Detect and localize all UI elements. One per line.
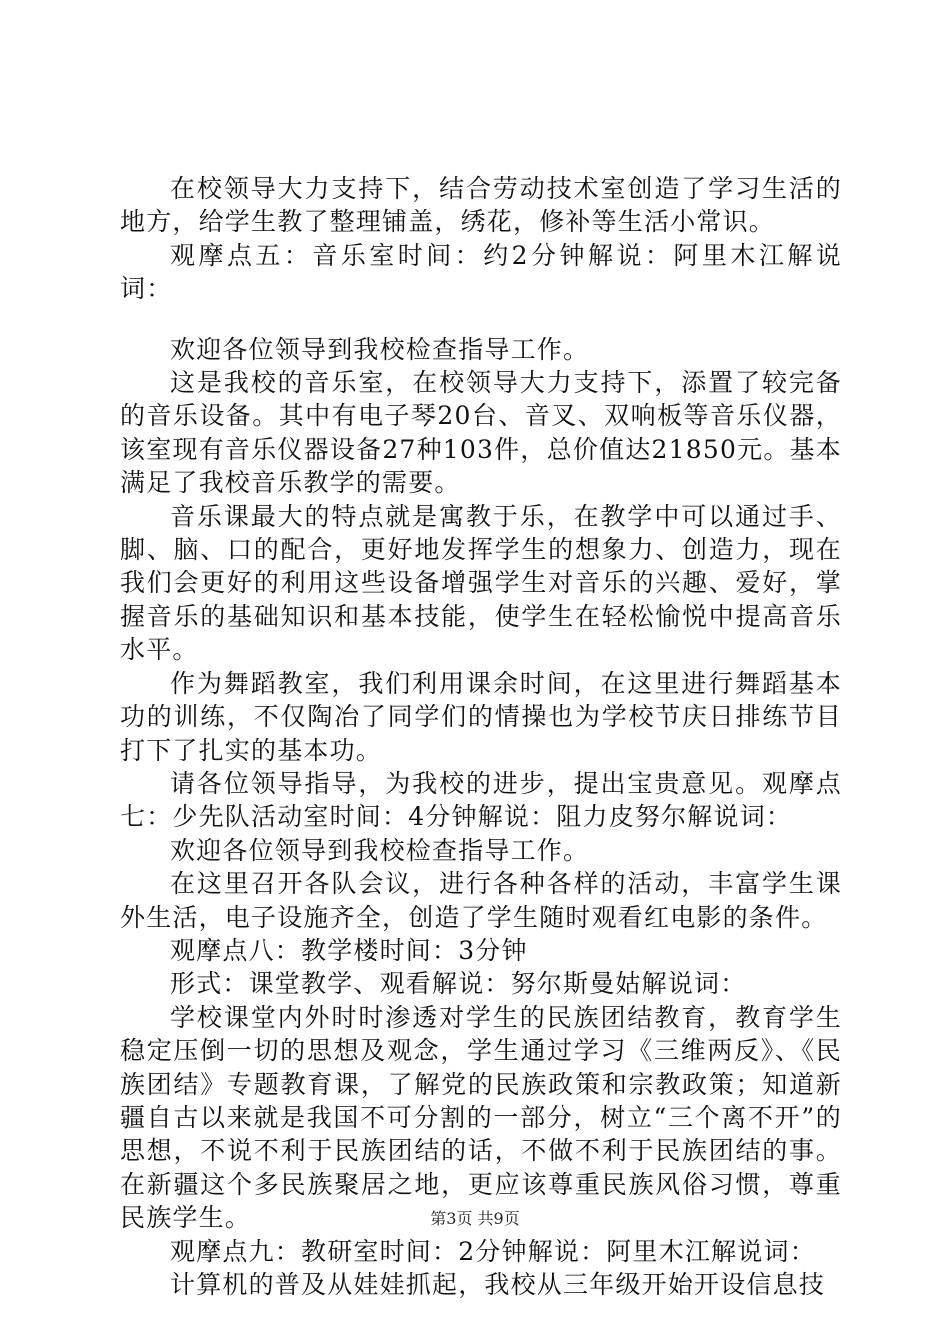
paragraph-labor-room: 在校领导大力支持下，结合劳动技术室创造了学习生活的地方，给学生教了整理铺盖，绣花，修补等生活小常识。 xyxy=(120,174,842,237)
paragraph-format: 形式：课堂教学、观看解说：努尔斯曼姑解说词： xyxy=(170,969,747,999)
paragraph-stop-5-music-room: 观摩点五：音乐室时间：约2分钟解说：阿里木江解说词： xyxy=(120,240,842,304)
paragraph-stop-7-pioneer-room: 请各位领导指导，为我校的进步，提出宝贵意见。观摩点七：少先队活动室时间：4分钟解说：阻力皮努尔解说词： xyxy=(120,768,842,832)
paragraph-computer-education: 计算机的普及从娃娃抓起，我校从三年级开始开设信息技 xyxy=(170,1270,826,1299)
paragraph-stop-8-teaching-building: 观摩点八：教学楼时间：3分钟 xyxy=(170,935,528,965)
document-body xyxy=(120,172,842,1301)
paragraph-dance-room: 作为舞蹈教室，我们利用课余时间，在这里进行舞蹈基本功的训练，不仅陶冶了同学们的情操也为学校节庆日排练节目打下了扎实的基本功。 xyxy=(120,668,842,765)
paragraph-music-class: 音乐课最大的特点就是寓教于乐，在教学中可以通过手、脚、脑、口的配合，更好地发挥学生的想象力、创造力，现在我们会更好的利用这些设备增强学生对音乐的兴趣、爱好，掌握音乐的基础知识和基本技能，使学生在轻松愉悦中提高音乐水平。 xyxy=(120,501,842,665)
paragraph-ethnic-unity-education: 学校课堂内外时时渗透对学生的民族团结教育，教育学生稳定压倒一切的思想及观念，学生通过学习《三维两反》、《民族团结》专题教育课，了解党的民族政策和宗教政策；知道新疆自古以来就是我国不可分割的一部分，树立“三个离不开”的思想，不说不利于民族团结的话，不做不利于民族团结的事。在新疆这个多民族聚居之地，更应该尊重民族风俗习惯，尊重民族学生。 xyxy=(120,1002,842,1233)
paragraph-welcome: 欢迎各位领导到我校检查指导工作。 xyxy=(170,334,590,364)
paragraph-stop-9-research-room: 观摩点九：教研室时间：2分钟解说：阿里木江解说词： xyxy=(170,1236,816,1266)
page-number-footer: 第3页 共9页 xyxy=(430,1209,520,1228)
paragraph-welcome: 欢迎各位领导到我校检查指导工作。 xyxy=(170,835,590,865)
paragraph-music-room-equipment: 这是我校的音乐室，在校领导大力支持下，添置了较完备的音乐设备。其中有电子琴20台、音叉、双响板等音乐仪器，该室现有音乐仪器设备27种103件，总价值达21850元。基本满足了我校音乐教学的需要。 xyxy=(120,368,842,498)
paragraph-pioneer-activities: 在这里召开各队会议，进行各种各样的活动，丰富学生课外生活，电子设施齐全，创造了学生随时观看红电影的条件。 xyxy=(120,869,842,932)
